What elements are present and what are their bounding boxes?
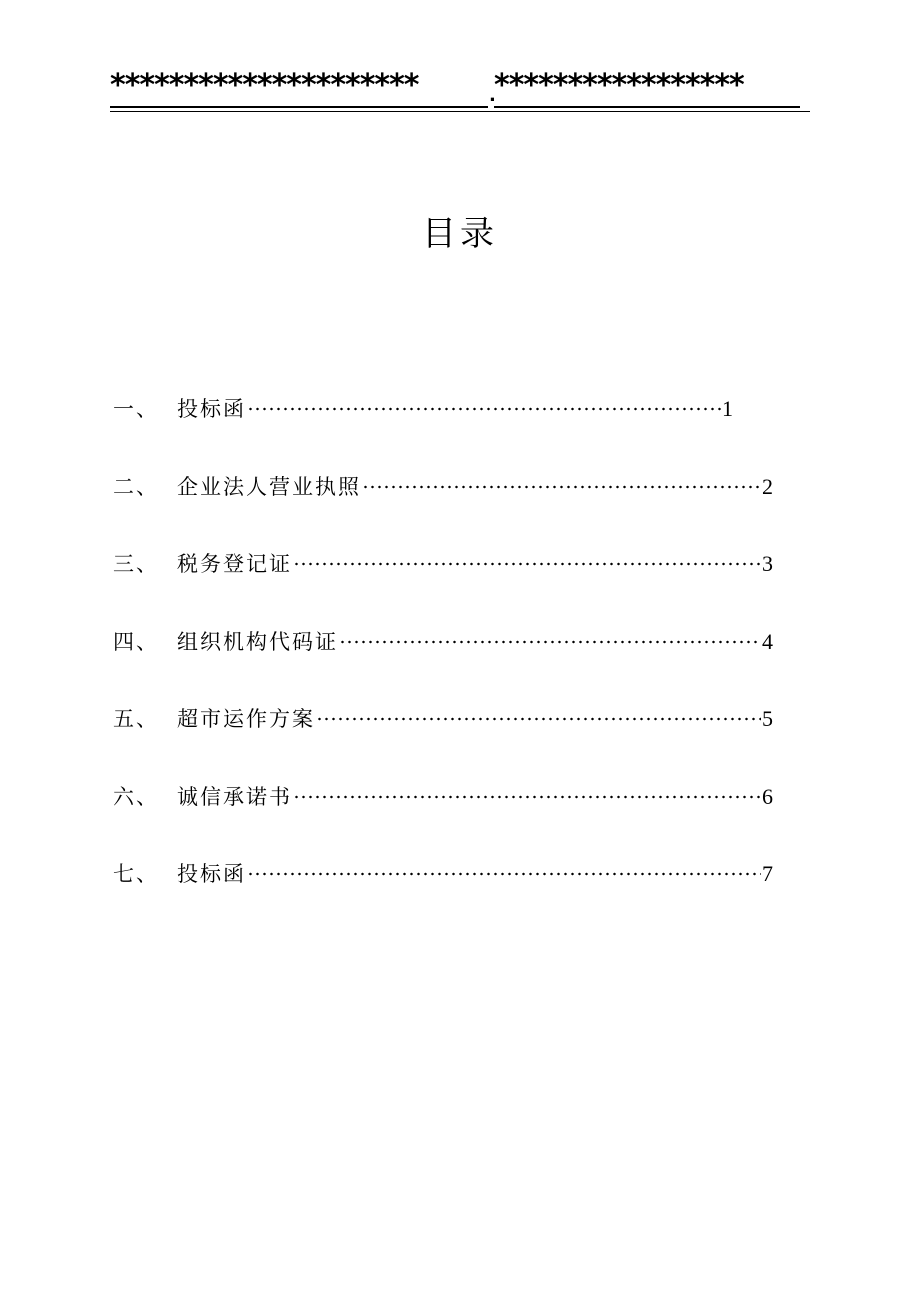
toc-entry[interactable]	[113, 855, 773, 893]
toc-entry-number: 三、	[113, 552, 159, 576]
toc-entry[interactable]	[113, 623, 773, 661]
header-rule	[110, 111, 810, 112]
toc-entry-page: 1	[722, 396, 733, 421]
toc-entry-label: 投标函	[177, 397, 246, 421]
page-header	[110, 66, 810, 114]
toc-dot-leader	[339, 623, 761, 661]
toc-entry[interactable]	[113, 545, 773, 583]
table-of-contents	[113, 390, 773, 933]
page-title: 目录	[422, 214, 498, 254]
toc-entry-page: 6	[762, 783, 773, 809]
toc-entry-label: 投标函	[177, 862, 246, 886]
toc-entry[interactable]	[113, 700, 773, 738]
toc-entry-number: 六、	[113, 784, 159, 809]
toc-entry-number: 五、	[113, 707, 159, 731]
toc-entry-page: 3	[762, 551, 773, 576]
toc-entry-number: 一、	[113, 397, 159, 421]
toc-entry-label: 诚信承诺书	[177, 784, 292, 809]
toc-entry-label: 企业法人营业执照	[177, 474, 361, 499]
toc-dot-leader	[316, 700, 761, 738]
header-dot: .	[489, 85, 496, 106]
toc-entry-number: 二、	[113, 474, 159, 499]
toc-entry[interactable]	[113, 778, 773, 816]
toc-entry-number: 四、	[113, 629, 159, 654]
header-stars-right: *****************	[494, 66, 800, 108]
header-stars-left: *********************	[110, 66, 488, 108]
toc-entry[interactable]	[113, 390, 733, 428]
toc-dot-leader	[362, 468, 761, 506]
toc-entry-page: 5	[762, 706, 773, 731]
toc-dot-leader	[293, 778, 761, 816]
toc-entry-number: 七、	[113, 862, 159, 886]
toc-dot-leader	[247, 855, 761, 893]
toc-entry-label: 超市运作方案	[177, 707, 315, 731]
toc-entry-page: 4	[762, 628, 773, 654]
toc-entry-label: 组织机构代码证	[177, 629, 338, 654]
toc-dot-leader	[247, 390, 721, 428]
toc-entry[interactable]	[113, 468, 773, 506]
toc-entry-page: 7	[762, 861, 773, 886]
toc-entry-page: 2	[762, 473, 773, 499]
toc-dot-leader	[293, 545, 761, 583]
toc-entry-label: 税务登记证	[177, 552, 292, 576]
